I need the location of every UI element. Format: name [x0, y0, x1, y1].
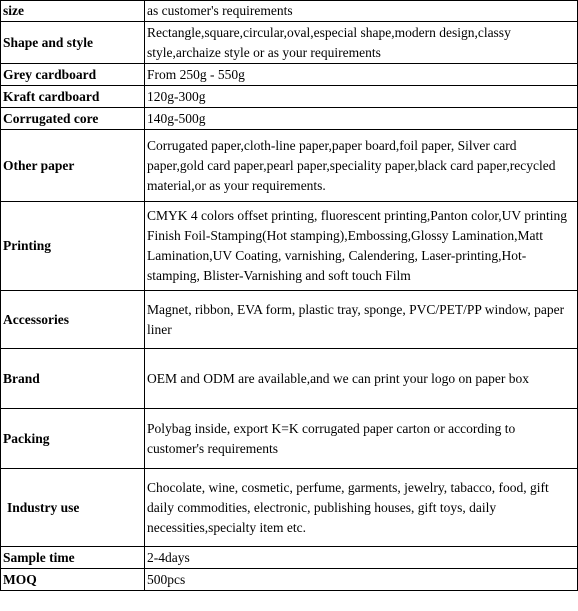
table-row — [1, 64, 578, 86]
row-value: 2-4days — [145, 547, 578, 569]
table-row — [1, 202, 578, 291]
table-row — [1, 1, 578, 22]
table-row — [1, 547, 578, 569]
row-value: as customer's requirements — [145, 1, 578, 22]
row-value: Polybag inside, export K=K corrugated paper carton or according to customer's requirements — [145, 409, 578, 469]
row-value: 140g-500g — [145, 108, 578, 130]
row-label: Grey cardboard — [1, 64, 145, 86]
table-row — [1, 469, 578, 547]
row-label: Printing — [1, 202, 145, 291]
row-label: size — [1, 1, 145, 22]
table-row — [1, 569, 578, 591]
row-label: MOQ — [1, 569, 145, 591]
row-value: CMYK 4 colors offset printing, fluorescent printing,Panton color,UV printing Finish Foil-Stamping(Hot stamping),Embossing,Glossy Lamination,Matt Lamination,UV Coating, varnishing, Calendering, Laser-printing,Hot-stamping, Blister-Varnishing and soft touch Film — [145, 202, 578, 291]
table-row — [1, 130, 578, 202]
row-value: From 250g - 550g — [145, 64, 578, 86]
row-label: Brand — [1, 349, 145, 409]
row-label: Shape and style — [1, 22, 145, 64]
row-label: Packing — [1, 409, 145, 469]
row-value: Magnet, ribbon, EVA form, plastic tray, sponge, PVC/PET/PP window, paper liner — [145, 291, 578, 349]
row-value: 120g-300g — [145, 86, 578, 108]
row-value: Corrugated paper,cloth-line paper,paper board,foil paper, Silver card paper,gold card paper,pearl paper,speciality paper,black card paper,recycled material,or as your requirements. — [145, 130, 578, 202]
table-row — [1, 108, 578, 130]
row-value: OEM and ODM are available,and we can print your logo on paper box — [145, 349, 578, 409]
row-label: Corrugated core — [1, 108, 145, 130]
table-row — [1, 22, 578, 64]
row-value: Rectangle,square,circular,oval,especial shape,modern design,classy style,archaize style or as your requirements — [145, 22, 578, 64]
table-row — [1, 349, 578, 409]
table-row — [1, 86, 578, 108]
table-row — [1, 291, 578, 349]
row-value: 500pcs — [145, 569, 578, 591]
row-label: Sample time — [1, 547, 145, 569]
row-label: Kraft cardboard — [1, 86, 145, 108]
row-label: Accessories — [1, 291, 145, 349]
table-row — [1, 409, 578, 469]
row-value: Chocolate, wine, cosmetic, perfume, garments, jewelry, tabacco, food, gift daily commodities, electronic, publishing houses, gift toys, daily necessities,specialty item etc. — [145, 469, 578, 547]
row-label: Industry use — [1, 469, 145, 547]
row-label: Other paper — [1, 130, 145, 202]
